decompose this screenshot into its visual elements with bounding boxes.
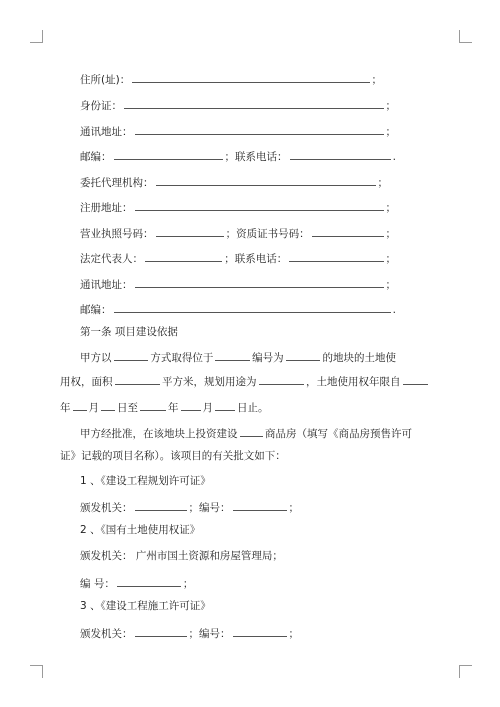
- field-mail-address-2: 通讯地址： ；: [80, 276, 396, 292]
- field-reg-address: 注册地址： ；: [80, 199, 396, 215]
- agent-blank[interactable]: [156, 174, 376, 186]
- item-3-authority-blank[interactable]: [135, 625, 187, 637]
- end-year-blank[interactable]: [140, 399, 166, 411]
- area-blank[interactable]: [115, 373, 161, 385]
- item-2-authority: 颁发机关： 广州市国土资源和房屋管理局；: [80, 550, 283, 562]
- article-1-para-3: 年 月 日至 年 月 日止。: [60, 399, 430, 415]
- field-postcode-2: 邮编： .: [80, 301, 396, 317]
- mail-address-blank[interactable]: [135, 123, 384, 135]
- acquire-method-blank[interactable]: [114, 349, 149, 361]
- id-card-blank[interactable]: [124, 97, 384, 109]
- field-license: 营业执照号码： ；资质证书号码： ；: [80, 225, 396, 241]
- item-3-number-blank[interactable]: [233, 625, 287, 637]
- item-2-number-blank[interactable]: [117, 575, 181, 587]
- start-month-blank[interactable]: [73, 399, 87, 411]
- item-1-number-blank[interactable]: [233, 499, 287, 511]
- article-1-para-1: 甲方以 方式取得位于 编号为 的地块的土地使: [80, 349, 396, 365]
- field-mail-address: 通讯地址： ；: [80, 123, 396, 139]
- crop-mark-top-right: [459, 30, 472, 43]
- article-1-heading: 第一条 项目建设依据: [80, 326, 178, 338]
- item-1-authority-blank[interactable]: [135, 499, 187, 511]
- item-2-title: 2 、《国有土地使用权证》: [80, 524, 201, 536]
- crop-mark-top-left: [30, 30, 43, 43]
- end-month-blank[interactable]: [181, 399, 201, 411]
- legal-rep-blank[interactable]: [145, 250, 222, 262]
- legal-rep-phone-blank[interactable]: [289, 250, 383, 262]
- crop-mark-bottom-right: [459, 665, 472, 678]
- field-agent: 委托代理机构： ；: [80, 174, 388, 190]
- project-name-blank[interactable]: [240, 425, 264, 437]
- field-postcode-phone: 邮编： ；联系电话： .: [80, 148, 396, 164]
- license-blank[interactable]: [156, 225, 224, 237]
- article-1-para-2: 用权，面积 平方米，规划用途为 ，土地使用权年限自: [60, 373, 430, 389]
- field-legal-rep: 法定代表人： ；联系电话： ；: [80, 250, 396, 266]
- item-3-details: 颁发机关： ；编号： ；: [80, 625, 396, 641]
- postcode-blank[interactable]: [114, 148, 223, 160]
- field-id-card: 身份证： ；: [80, 97, 396, 113]
- article-1-para-4: 甲方经批准，在该地块上投资建设 商品房（填写《商品房预售许可: [80, 425, 412, 441]
- end-day-blank[interactable]: [215, 399, 235, 411]
- item-1-details: 颁发机关： ；编号： ；: [80, 499, 396, 515]
- postcode-2-blank[interactable]: [114, 301, 391, 313]
- address-blank[interactable]: [132, 71, 369, 83]
- crop-mark-bottom-left: [30, 665, 43, 678]
- article-1-para-5: 证》记载的项目名称）。该项目的有关批文如下：: [60, 450, 286, 462]
- start-year-blank[interactable]: [403, 373, 428, 385]
- start-day-blank[interactable]: [101, 399, 115, 411]
- item-2-number: 编 号： ；: [80, 575, 396, 591]
- reg-address-blank[interactable]: [135, 199, 384, 211]
- item-3-title: 3 、《建设工程施工许可证》: [80, 600, 211, 612]
- mail-address-2-blank[interactable]: [135, 276, 384, 288]
- phone-blank[interactable]: [290, 148, 391, 160]
- field-address: 住所(址)： ；: [80, 71, 382, 87]
- item-1-title: 1 、《建设工程规划许可证》: [80, 475, 211, 487]
- plot-number-blank[interactable]: [286, 349, 321, 361]
- usage-blank[interactable]: [259, 373, 305, 385]
- qualification-blank[interactable]: [312, 225, 384, 237]
- location-blank[interactable]: [215, 349, 250, 361]
